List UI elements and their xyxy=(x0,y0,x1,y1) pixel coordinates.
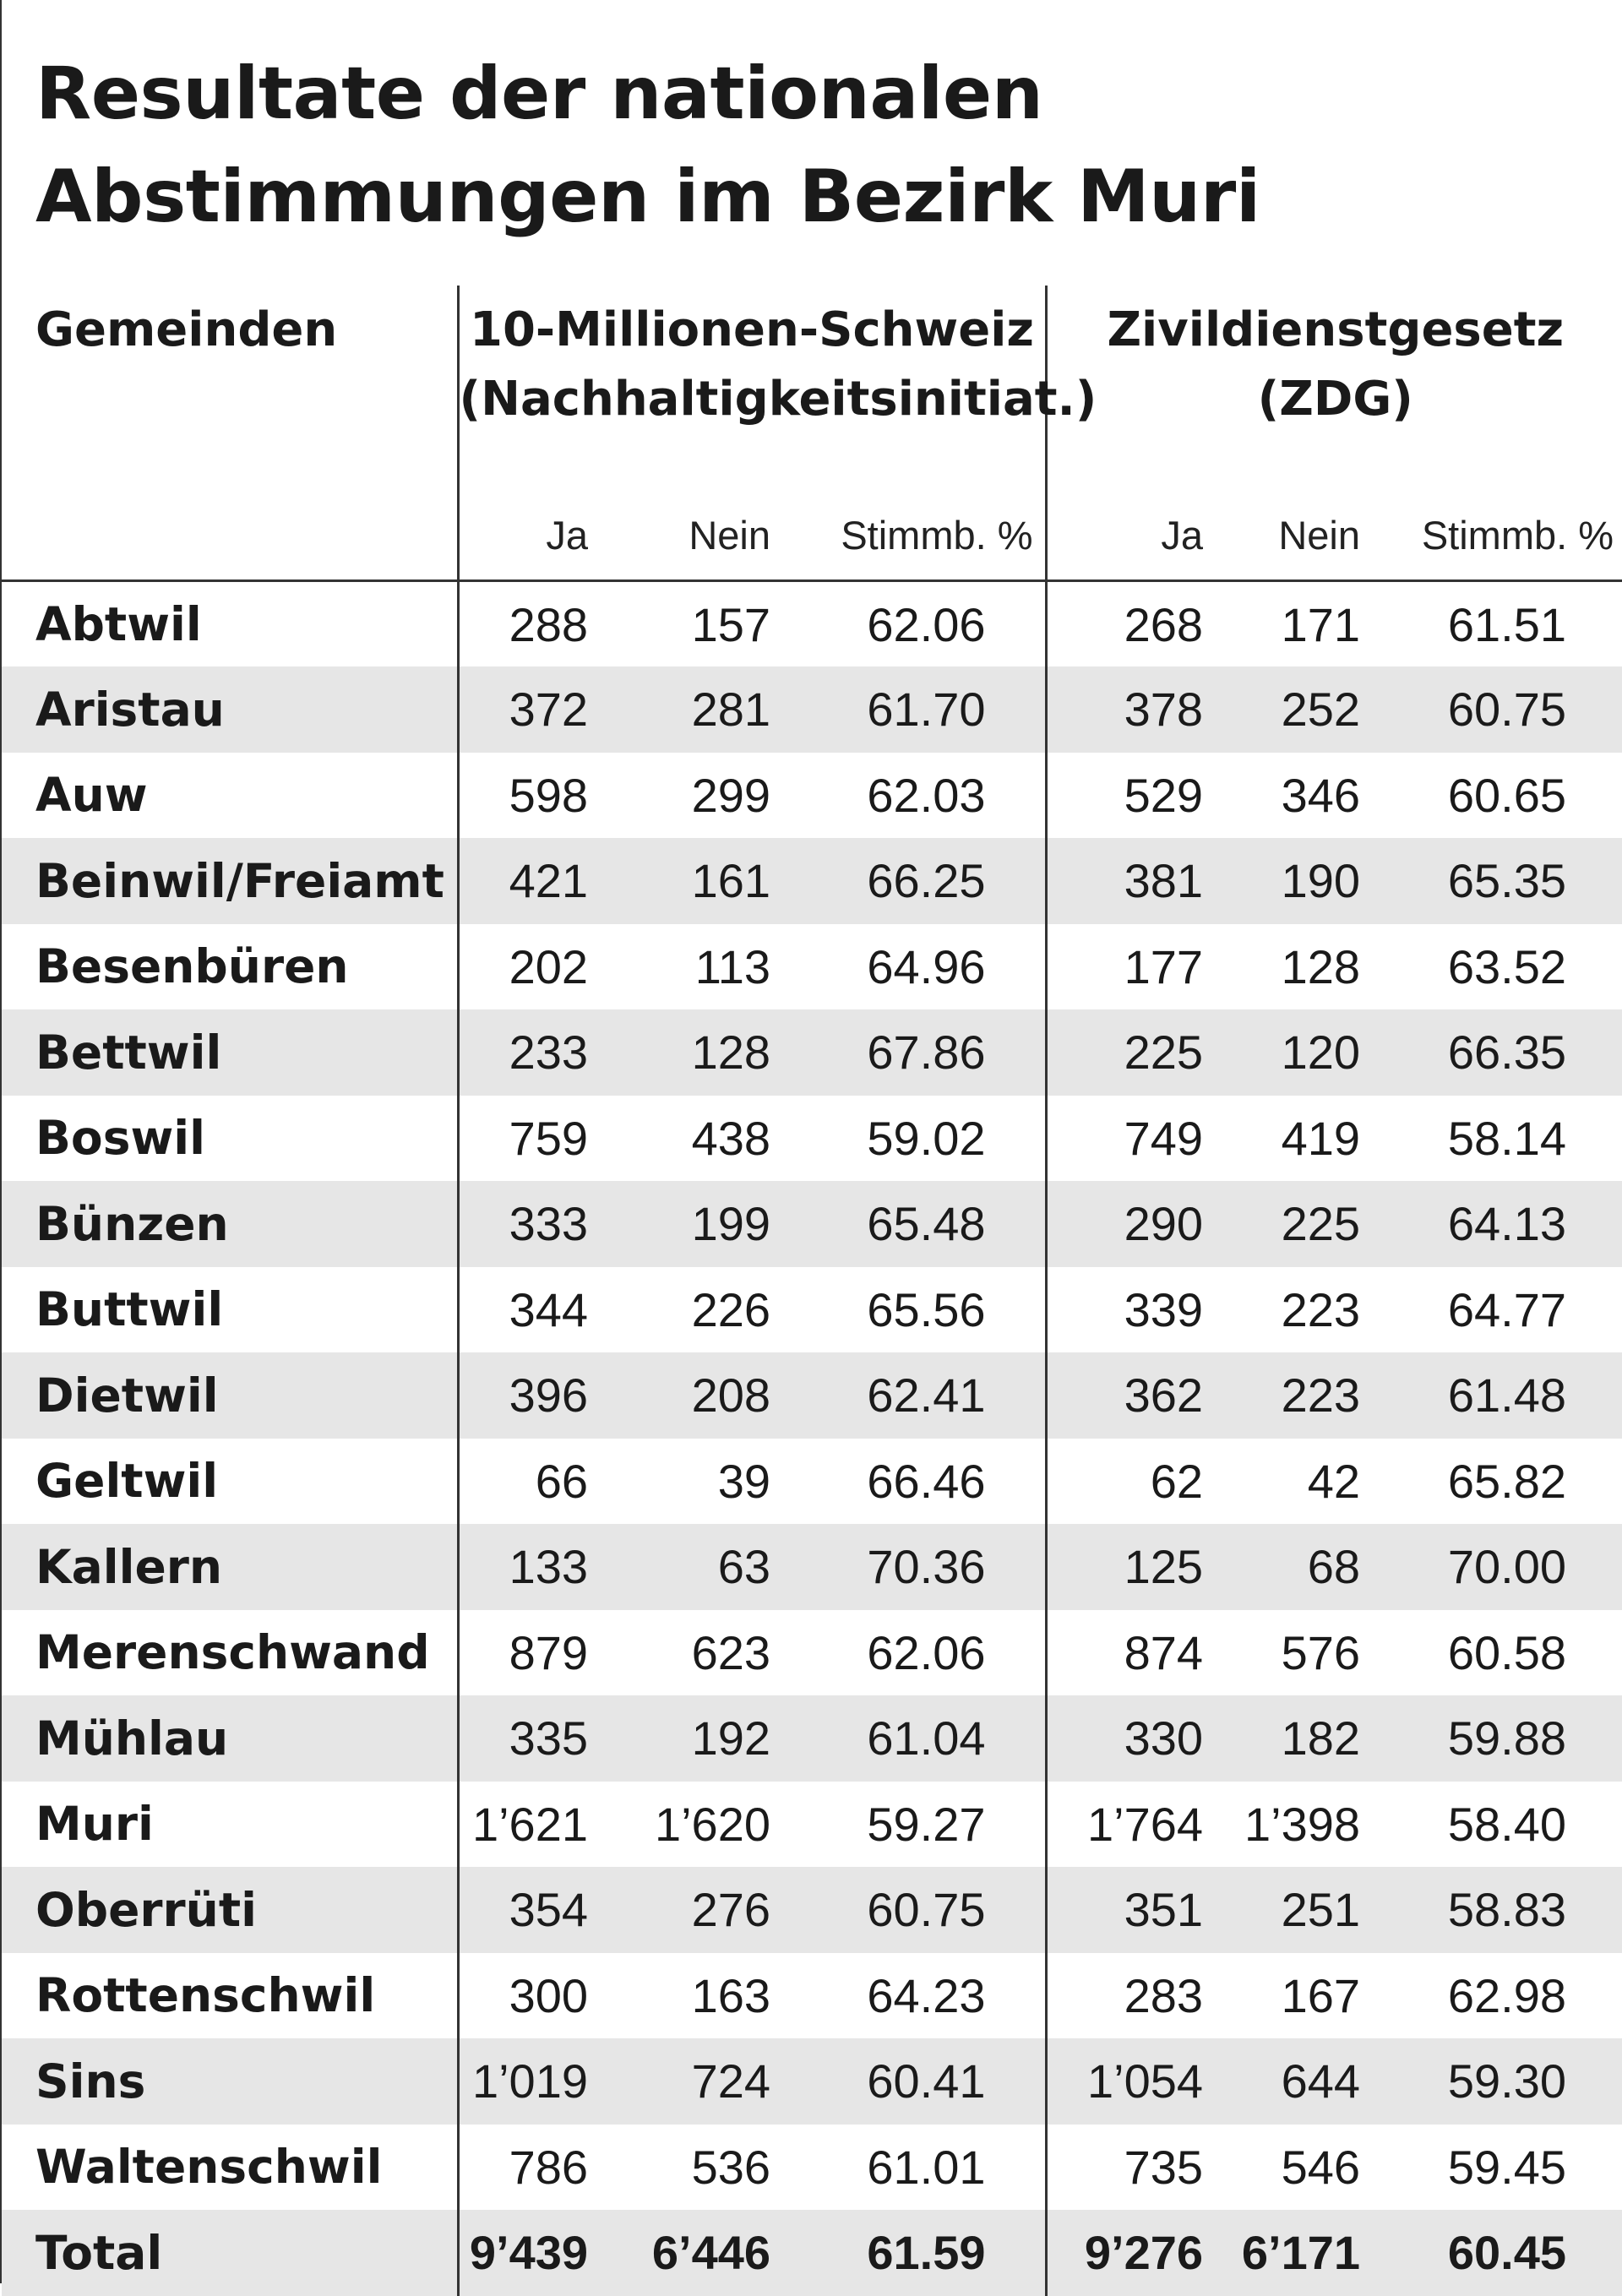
ja-zdg: 378 xyxy=(1046,666,1225,753)
gemeinde-name: Beinwil/Freiamt xyxy=(35,853,444,908)
ja-zdg: 283 xyxy=(1046,1953,1225,2039)
group2-line-2: (ZDG) xyxy=(1257,372,1413,427)
ja-zdg: 749 xyxy=(1046,1096,1225,1182)
gemeinde-name: Kallern xyxy=(35,1539,223,1594)
stimmbeteiligung-zdg: 64.13 xyxy=(1447,1197,1567,1251)
stimmbeteiligung-10-millionen: 65.56 xyxy=(867,1282,986,1336)
table-row xyxy=(2,1267,1622,1353)
nein-zdg: 182 xyxy=(1281,1711,1361,1766)
table-row xyxy=(2,924,1622,1010)
header-group-10-millionen xyxy=(458,286,1097,490)
stimmbeteiligung-zdg: 66.35 xyxy=(1447,1026,1567,1080)
nein-zdg: 223 xyxy=(1281,1282,1361,1336)
gemeinde-name: Bünzen xyxy=(35,1196,229,1251)
nein-10-millionen: 128 xyxy=(691,1026,770,1080)
nein-zdg: 546 xyxy=(1281,2140,1361,2194)
table-row xyxy=(2,838,1622,924)
stimmbeteiligung-10-millionen: 62.41 xyxy=(867,1368,986,1423)
ja-10-millionen: 421 xyxy=(458,838,610,924)
stimmbeteiligung-zdg: 58.40 xyxy=(1447,1797,1567,1851)
nein-zdg: 252 xyxy=(1281,683,1361,737)
ja-zdg: 362 xyxy=(1046,1352,1225,1439)
total-row xyxy=(2,2210,1622,2296)
stimmbeteiligung-zdg: 60.75 xyxy=(1447,683,1567,737)
nein-zdg: 190 xyxy=(1281,854,1361,908)
nein-10-millionen: 163 xyxy=(691,1968,770,2022)
ja-10-millionen: 759 xyxy=(458,1096,610,1182)
nein-10-millionen: 63 xyxy=(717,1540,770,1594)
ja-10-millionen: 598 xyxy=(458,753,610,839)
stimmbeteiligung-zdg: 60.58 xyxy=(1447,1625,1567,1679)
nein-zdg: 6’171 xyxy=(1241,2226,1361,2280)
ja-zdg: 290 xyxy=(1046,1181,1225,1267)
stimmbeteiligung-10-millionen: 59.27 xyxy=(867,1797,986,1851)
header-gemeinden: Gemeinden xyxy=(35,302,338,357)
ja-zdg: 62 xyxy=(1046,1439,1225,1525)
stimmbeteiligung-zdg: 64.77 xyxy=(1447,1282,1567,1336)
ja-zdg: 874 xyxy=(1046,1610,1225,1696)
table-row xyxy=(2,753,1622,839)
nein-10-millionen: 208 xyxy=(691,1368,770,1423)
stimmbeteiligung-10-millionen: 61.70 xyxy=(867,683,986,737)
ja-zdg: 381 xyxy=(1046,838,1225,924)
ja-10-millionen: 288 xyxy=(458,581,610,667)
nein-zdg: 171 xyxy=(1281,597,1361,651)
stimmbeteiligung-zdg: 59.30 xyxy=(1447,2054,1567,2108)
stimmbeteiligung-10-millionen: 62.03 xyxy=(867,768,986,822)
nein-zdg: 223 xyxy=(1281,1368,1361,1423)
nein-zdg: 644 xyxy=(1281,2054,1361,2108)
ja-zdg: 351 xyxy=(1046,1867,1225,1953)
ja-10-millionen: 133 xyxy=(458,1524,610,1610)
stimmbeteiligung-10-millionen: 66.46 xyxy=(867,1454,986,1508)
nein-10-millionen: 199 xyxy=(691,1197,770,1251)
stimmbeteiligung-10-millionen: 67.86 xyxy=(867,1026,986,1080)
group2-line-1: Zivildienstgesetz xyxy=(1107,302,1565,357)
stimmbeteiligung-zdg: 70.00 xyxy=(1447,1540,1567,1594)
stimmbeteiligung-zdg: 65.82 xyxy=(1447,1454,1567,1508)
title-line-2: Abstimmungen im Bezirk Muri xyxy=(35,155,1260,239)
ja-10-millionen: 233 xyxy=(458,1009,610,1096)
table-row xyxy=(2,1782,1622,1868)
stimmbeteiligung-10-millionen: 59.02 xyxy=(867,1111,986,1165)
title-line-1: Resultate der nationalen xyxy=(35,52,1043,136)
nein-zdg: 225 xyxy=(1281,1197,1361,1251)
ja-10-millionen: 344 xyxy=(458,1267,610,1353)
group1-line-1: 10-Millionen-Schweiz xyxy=(470,302,1035,357)
nein-10-millionen: 724 xyxy=(691,2054,770,2108)
nein-zdg: 120 xyxy=(1281,1026,1361,1080)
nein-10-millionen: 299 xyxy=(691,768,770,822)
results-table xyxy=(2,286,1622,2296)
stimmbeteiligung-zdg: 60.45 xyxy=(1447,2226,1567,2280)
gemeinde-name: Dietwil xyxy=(35,1368,219,1423)
table-row xyxy=(2,1096,1622,1182)
gemeinde-name: Rottenschwil xyxy=(35,1968,376,2023)
ja-10-millionen: 354 xyxy=(458,1867,610,1953)
nein-10-millionen: 6’446 xyxy=(651,2226,770,2280)
stimmbeteiligung-10-millionen: 66.25 xyxy=(867,854,986,908)
ja-10-millionen: 786 xyxy=(458,2125,610,2211)
ja-zdg: 177 xyxy=(1046,924,1225,1010)
stimmbeteiligung-10-millionen: 70.36 xyxy=(867,1540,986,1594)
nein-zdg: 576 xyxy=(1281,1625,1361,1679)
ja-10-millionen: 372 xyxy=(458,666,610,753)
gemeinde-name: Buttwil xyxy=(35,1282,224,1337)
group-header-row xyxy=(2,286,1622,490)
nein-10-millionen: 276 xyxy=(691,1883,770,1937)
stimmbeteiligung-zdg: 65.35 xyxy=(1447,854,1567,908)
gemeinde-name: Waltenschwil xyxy=(35,2140,383,2195)
ja-10-millionen: 1’019 xyxy=(458,2038,610,2125)
ja-zdg: 339 xyxy=(1046,1267,1225,1353)
header-stimmb-2: Stimmb. % xyxy=(1418,490,1622,581)
stimmbeteiligung-10-millionen: 61.01 xyxy=(867,2140,986,2194)
nein-10-millionen: 281 xyxy=(691,683,770,737)
ja-zdg: 330 xyxy=(1046,1695,1225,1782)
ja-zdg: 735 xyxy=(1046,2125,1225,2211)
ja-10-millionen: 1’621 xyxy=(458,1782,610,1868)
table-row xyxy=(2,1439,1622,1525)
header-group-zivildienstgesetz xyxy=(1046,286,1622,490)
table-row xyxy=(2,1352,1622,1439)
ja-10-millionen: 9’439 xyxy=(458,2210,610,2296)
gemeinde-name: Boswil xyxy=(35,1111,205,1166)
nein-zdg: 419 xyxy=(1281,1111,1361,1165)
stimmbeteiligung-10-millionen: 60.75 xyxy=(867,1883,986,1937)
stimmbeteiligung-zdg: 59.45 xyxy=(1447,2140,1567,2194)
ja-10-millionen: 396 xyxy=(458,1352,610,1439)
ja-zdg: 268 xyxy=(1046,581,1225,667)
nein-10-millionen: 438 xyxy=(691,1111,770,1165)
header-ja-1: Ja xyxy=(458,490,610,581)
ja-10-millionen: 66 xyxy=(458,1439,610,1525)
gemeinde-name: Besenbüren xyxy=(35,939,349,994)
ja-zdg: 1’054 xyxy=(1046,2038,1225,2125)
nein-zdg: 346 xyxy=(1281,768,1361,822)
nein-10-millionen: 39 xyxy=(717,1454,770,1508)
stimmbeteiligung-zdg: 58.14 xyxy=(1447,1111,1567,1165)
gemeinde-name: Merenschwand xyxy=(35,1625,430,1680)
header-nein-1: Nein xyxy=(610,490,804,581)
stimmbeteiligung-10-millionen: 61.04 xyxy=(867,1711,986,1766)
ja-10-millionen: 879 xyxy=(458,1610,610,1696)
nein-zdg: 68 xyxy=(1307,1540,1361,1594)
ja-10-millionen: 335 xyxy=(458,1695,610,1782)
ja-zdg: 1’764 xyxy=(1046,1782,1225,1868)
stimmbeteiligung-zdg: 58.83 xyxy=(1447,1883,1567,1937)
nein-10-millionen: 226 xyxy=(691,1282,770,1336)
header-stimmb-1: Stimmb. % xyxy=(804,490,1046,581)
nein-10-millionen: 192 xyxy=(691,1711,770,1766)
table-row xyxy=(2,1524,1622,1610)
nein-zdg: 1’398 xyxy=(1244,1797,1361,1851)
stimmbeteiligung-10-millionen: 60.41 xyxy=(867,2054,986,2108)
stimmbeteiligung-zdg: 63.52 xyxy=(1447,939,1567,993)
ja-zdg: 529 xyxy=(1046,753,1225,839)
stimmbeteiligung-10-millionen: 62.06 xyxy=(867,1625,986,1679)
nein-zdg: 128 xyxy=(1281,939,1361,993)
page-title xyxy=(35,42,1556,248)
header-ja-2: Ja xyxy=(1046,490,1225,581)
nein-10-millionen: 161 xyxy=(691,854,770,908)
gemeinde-name: Aristau xyxy=(35,682,225,737)
stimmbeteiligung-zdg: 59.88 xyxy=(1447,1711,1567,1766)
gemeinde-name: Bettwil xyxy=(35,1025,222,1080)
nein-10-millionen: 1’620 xyxy=(654,1797,770,1851)
ja-10-millionen: 300 xyxy=(458,1953,610,2039)
stimmbeteiligung-10-millionen: 62.06 xyxy=(867,597,986,651)
stimmbeteiligung-zdg: 62.98 xyxy=(1447,1968,1567,2022)
stimmbeteiligung-10-millionen: 64.96 xyxy=(867,939,986,993)
stimmbeteiligung-zdg: 60.65 xyxy=(1447,768,1567,822)
table-row xyxy=(2,666,1622,753)
gemeinde-name: Oberrüti xyxy=(35,1882,257,1937)
stimmbeteiligung-10-millionen: 61.59 xyxy=(867,2226,986,2280)
gemeinde-name: Total xyxy=(35,2225,163,2280)
table-row xyxy=(2,581,1622,667)
gemeinde-name: Mühlau xyxy=(35,1711,229,1766)
gemeinde-name: Sins xyxy=(35,2054,146,2108)
results-body xyxy=(2,581,1622,2296)
table-row xyxy=(2,1695,1622,1782)
gemeinde-name: Geltwil xyxy=(35,1454,219,1509)
nein-zdg: 167 xyxy=(1281,1968,1361,2022)
group1-line-2: (Nachhaltigkeitsinitiat.) xyxy=(459,372,1097,427)
table-row xyxy=(2,1009,1622,1096)
table-row xyxy=(2,2125,1622,2211)
gemeinde-name: Muri xyxy=(35,1797,154,1852)
nein-zdg: 251 xyxy=(1281,1883,1361,1937)
header-nein-2: Nein xyxy=(1225,490,1418,581)
ja-zdg: 9’276 xyxy=(1046,2210,1225,2296)
nein-10-millionen: 623 xyxy=(691,1625,770,1679)
gemeinde-name: Abtwil xyxy=(35,597,202,651)
nein-10-millionen: 113 xyxy=(694,939,770,993)
ja-10-millionen: 333 xyxy=(458,1181,610,1267)
table-row xyxy=(2,1953,1622,2039)
ja-10-millionen: 202 xyxy=(458,924,610,1010)
header-empty xyxy=(2,490,458,581)
sub-header-row xyxy=(2,490,1622,581)
table-row xyxy=(2,1867,1622,1953)
nein-10-millionen: 157 xyxy=(691,597,770,651)
table-row xyxy=(2,1610,1622,1696)
nein-10-millionen: 536 xyxy=(691,2140,770,2194)
stimmbeteiligung-10-millionen: 64.23 xyxy=(867,1968,986,2022)
ja-zdg: 225 xyxy=(1046,1009,1225,1096)
stimmbeteiligung-zdg: 61.51 xyxy=(1447,597,1567,651)
table-row xyxy=(2,2038,1622,2125)
gemeinde-name: Auw xyxy=(35,768,148,823)
nein-zdg: 42 xyxy=(1307,1454,1361,1508)
ja-zdg: 125 xyxy=(1046,1524,1225,1610)
stimmbeteiligung-10-millionen: 65.48 xyxy=(867,1197,986,1251)
stimmbeteiligung-zdg: 61.48 xyxy=(1447,1368,1567,1423)
table-row xyxy=(2,1181,1622,1267)
